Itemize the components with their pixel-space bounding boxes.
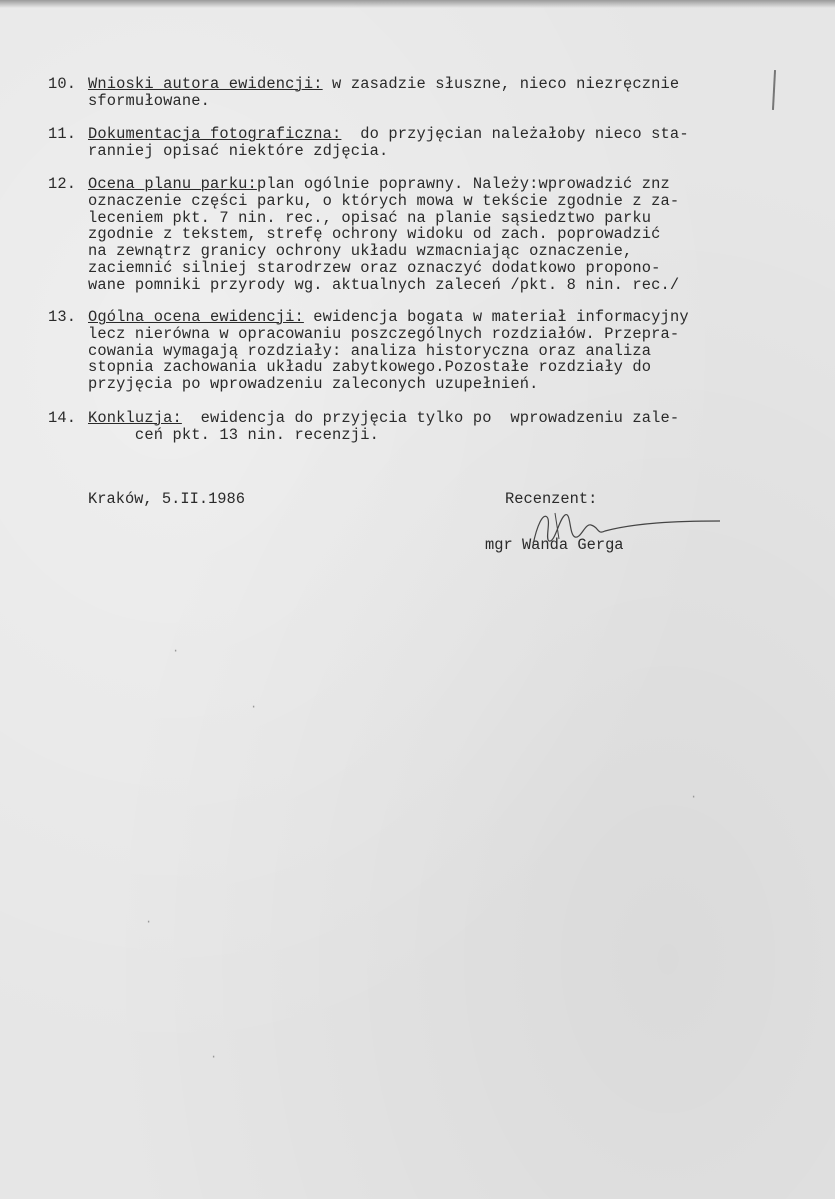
- item-line: cowania wymagają rozdziały: analiza historyczna oraz analiza: [88, 341, 652, 360]
- item-line: oznaczenie części parku, o których mowa w tekście zgodnie z za-: [88, 191, 680, 210]
- item-line: ewidencja do przyjęcia tylko po wprowadzeniu zale-: [181, 409, 680, 427]
- item-number: 12.: [48, 175, 77, 193]
- item-heading: Wnioski autora ewidencji:: [88, 75, 323, 93]
- scan-speck: ·: [145, 915, 153, 929]
- signature-icon: [515, 505, 725, 555]
- scan-speck: ·: [172, 644, 180, 658]
- item-line: ceń pkt. 13 nin. recenzji.: [88, 425, 379, 444]
- item-body: [88, 126, 788, 160]
- reviewer-name: mgr Wanda Gerga: [485, 536, 624, 554]
- item-line: zaciemnić silniej starodrzew oraz oznaczyć dodatkowo propono-: [88, 258, 661, 277]
- item-body: [88, 176, 788, 294]
- item-line: lecz nierówna w opracowaniu poszczególnych rozdziałów. Przepra-: [88, 324, 680, 343]
- item-number: 10.: [48, 75, 77, 93]
- item-line: ranniej opisać niektóre zdjęcia.: [88, 141, 389, 160]
- item-heading: Ogólna ocena ewidencji:: [88, 308, 304, 326]
- item-line: zgodnie z tekstem, strefę ochrony widoku od zach. poprowadzić: [88, 225, 661, 244]
- item-body: [88, 410, 788, 444]
- item-number: 11.: [48, 125, 77, 143]
- item-heading: Ocena planu parku:: [88, 175, 257, 193]
- item-line: do przyjęcian należałoby nieco sta-: [341, 125, 689, 143]
- item-number: 14.: [48, 409, 77, 427]
- item-heading: Konkluzja:: [88, 409, 182, 427]
- item-line: na zewnątrz granicy ochrony układu wzmacniając oznaczenie,: [88, 242, 633, 261]
- scan-speck: ·: [210, 1050, 218, 1064]
- item-line: stopnia zachowania układu zabytkowego.Pozostałe rozdziały do: [88, 358, 652, 377]
- scan-top-edge: [0, 0, 835, 8]
- item-line: w zasadzie słuszne, nieco niezręcznie: [322, 75, 680, 93]
- item-line: sformułowane.: [88, 91, 211, 110]
- item-body: [88, 76, 788, 110]
- place-date: Kraków, 5.II.1986: [88, 490, 246, 508]
- item-line: plan ogólnie poprawny. Należy:wprowadzić znz: [256, 175, 670, 193]
- item-line: ewidencja bogata w materiał informacyjny: [303, 308, 689, 326]
- item-line: przyjęcia po wprowadzeniu zaleconych uzupełnień.: [88, 375, 539, 394]
- reviewer-label: Recenzent:: [505, 490, 598, 508]
- item-line: leceniem pkt. 7 nin. rec., opisać na planie sąsiedztwo parku: [88, 208, 652, 227]
- item-body: [88, 309, 788, 393]
- item-line: wane pomniki przyrody wg. aktualnych zaleceń /pkt. 8 nin. rec./: [88, 275, 680, 294]
- scan-speck: ·: [690, 790, 698, 804]
- scan-speck: ·: [250, 700, 258, 714]
- item-heading: Dokumentacja fotograficzna:: [88, 125, 342, 143]
- item-number: 13.: [48, 308, 77, 326]
